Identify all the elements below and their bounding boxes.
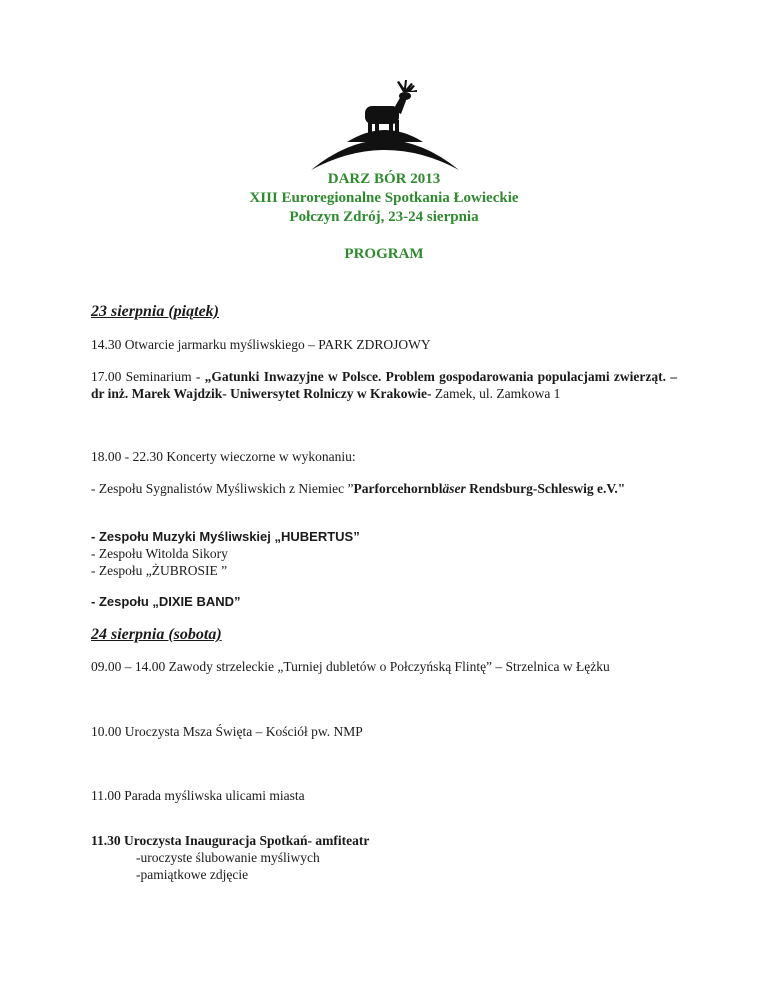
band-sikora: - Zespołu Witolda Sikory [91,546,228,561]
band-zubrosie: - Zespołu „ŻUBROSIE ” [91,563,228,578]
inauguration-sub-oath: -uroczyste ślubowanie myśliwych [136,850,320,865]
hill-arc [311,140,459,170]
deer-logo [305,80,465,172]
event-subtitle: XIII Euroregionalne Spotkania Łowieckie [249,190,519,206]
day2-item-mass: 10.00 Uroczysta Msza Święta – Kościół pw. NMP [91,724,363,739]
day1-item-concerts: 18.00 - 22.30 Koncerty wieczorne w wykonaniu: [91,449,356,464]
event-title: DARZ BÓR 2013 [327,171,441,187]
day2-item-inauguration: 11.30 Uroczysta Inauguracja Spotkań- amfiteatr [91,833,370,848]
day2-item-parade: 11.00 Parada myśliwska ulicami miasta [91,788,305,803]
day2-heading: 24 sierpnia (sobota) [91,626,222,643]
hill-top [347,130,423,142]
day1-item-fair: 14.30 Otwarcie jarmarku myśliwskiego – PARK ZDROJOWY [91,337,431,352]
band-hubertus: - Zespołu Muzyki Myśliwskiej „HUBERTUS” [91,529,360,544]
event-place-date: Połczyn Zdrój, 23-24 sierpnia [289,209,479,225]
band-parforce: - Zespołu Sygnalistów Myśliwskich z Niemiec ”Parforcehornbläser Rendsburg-Schleswig e.V." [91,481,626,496]
day1-heading: 23 sierpnia (piątek) [91,303,219,320]
program-heading: PROGRAM [344,246,424,262]
day1-item-seminar: 17.00 Seminarium - „Gatunki Inwazyjne w Polsce. Problem gospodarowania populacjami zwierząt. – dr inż. Marek Wajdzik- Uniwersytet Rolniczy w Krakowie- Zamek, ul. Zamkowa 1 [91,369,677,401]
band-dixie: - Zespołu „DIXIE BAND” [91,594,241,609]
inauguration-sub-photo: -pamiątkowe zdjęcie [136,867,249,882]
deer-silhouette [365,80,417,140]
day2-item-shooting: 09.00 – 14.00 Zawody strzeleckie „Turniej dubletów o Połczyńską Flintę” – Strzelnica w Łężku [91,659,610,674]
